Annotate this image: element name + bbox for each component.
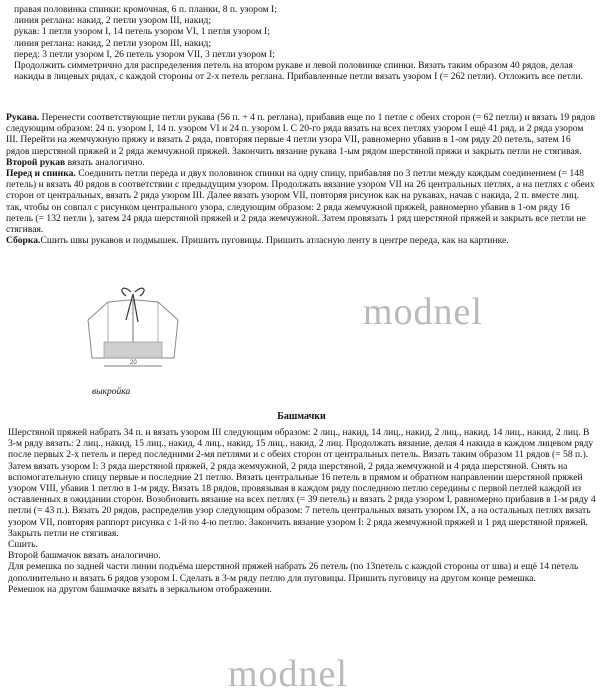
watermark-bottom: modnel <box>228 653 348 695</box>
top-lines <box>6 4 596 82</box>
line-sleeve: рукав: 1 петля узором I, 14 петель узором VI, 1 петля узором I; <box>14 26 270 38</box>
watermark-top: modnel <box>363 291 483 333</box>
pattern-caption: выкройка <box>92 387 131 397</box>
front-back-heading: Перед и спинка. <box>6 168 76 180</box>
sleeves-section <box>6 112 596 246</box>
line-front: перед: 3 петли узором I, 26 петель узором VII, 3 петли узором I; <box>14 48 275 60</box>
dimension-label: 20 <box>130 360 137 366</box>
pattern-sketch <box>78 280 188 380</box>
line-raglan-2: линия реглана: накид, 2 петли узором III, накид; <box>14 37 212 49</box>
second-bootie-line: Второй башмачок вязать аналогично. <box>8 550 161 562</box>
second-sleeve-text: вязать аналогично. <box>65 156 145 168</box>
booties-section <box>8 427 598 595</box>
assembly-heading: Сборка. <box>6 235 41 247</box>
sleeves-text: Перенести соответствующие петли рукава (56 п. + 4 п. реглана), прибавив еще по 1 петле с обеих сторон (= 62 петли) и вязать 19 рядов следующим образом: 24 п. узором I, 14 п. узором VI и 24 п. узором I. С 20-го ряда вязать на всех петлях узором I ещё 41 ряд, и 2 ряда узором III. Перейти на жемчужную пряжу и вязать 2 ряда, повторяя первые 4 петли узора VII, равномерно убавив в 1-ом ряду 20 петель, затем 16 рядов шерстяной пряжей и 2 ряда жемчужной пряжей. Закончить вязание рукава 1-ым рядом шерстяной пряжи и закрыть петли не стягивая. <box>6 112 596 157</box>
booties-paragraph: Шерстяной пряжей набрать 34 п. и вязать узором III следующим образом: 2 лиц., накид, 14 лиц., накид, 2 лиц., накид, 14 лиц., накид, 2 лиц. В 3-м ряду вязать: 2 лиц., накид, 15 лиц., накид, 4 лиц., накид, 15 лиц., накид, 2 лиц. Продолжать вязание, делая 4 накида в каждом лицевом ряду после первых 2-х петель и перед последними 2-мя петлями и с обеих сторон от центральных петель. Вязать таким образом 11 рядов (= 58 п.). Затем вязать узором I: 3 ряда шерстяной пряжей, 2 ряда жемчужной, 2 ряда шерстяной, 2 ряда жемчужной и 4 ряда шерстяной. Снять на вспомогательную спицу первые и последние 21 петлю. Вязать центральные 16 петель в прямом и обратном направлении шерстяной пряжей узором VIII, убавив 1 петлю в 1-м ряду. Вязать 18 рядов, провязывая в каждом ряду последнюю петлю середины с первой петлей каждой из оставленных в ожидании сторон. Возобновить вязание на всех петлях (= 39 петель) и вязать 2 ряда узором I, равномерно прибавив в 1-м ряду 4 петли (= 43 п.). Вязать 20 рядов, распределив узор следующим образом: 7 петель центральных вязать узором IX, а на остальных петлях вязать узором VII, повторяя раппорт рисунка с 1-й по 4-ю петлю. Закончить вязание узором I: 2 ряда жемчужной пряжей и 1 ряд шерстяной пряжей. Закрыть петли не стягивая. <box>8 427 596 539</box>
front-back-text: Соединить петли переда и двух половинок спинки на одну спицу, прибавляя по 3 петли между каждым соединением (= 148 петель) и вязать 40 рядов в соответствии с предыдущим узором. Продолжать вязание узором VII на 26 центральных петлях, а на петлях с обеих сторон от центральных, вязать 2 ряда узором III. Далее вязать узором VII, повторяя рисунок как на рукавах, начав с накида, 2 п. вместе лиц. так, чтобы он совпал с рисунком центрального узора, следующим образом: 2 ряда жемчужной пряжей, равномерно убавив в 1-ом ряду 16 петель (= 132 петли ), затем 24 ряда шерстяной пряжей и 2 ряда жемчужной. Затем провязать 1 ряд шерстяной пряжей и закрыть все петли не стягивая. <box>6 168 595 236</box>
sleeves-heading: Рукава. <box>6 112 40 123</box>
booties-title: Башмачки <box>277 411 326 422</box>
assembly-text: Сшить швы рукавов и подмышек. Пришить пуговицы. Пришить атласную ленту в центре переда, как на картинке. <box>40 235 509 247</box>
line-right-back: правая половинка спинки: кромочная, 6 п. планки, 8 п. узором I; <box>14 4 277 15</box>
second-sleeve-heading: Второй рукав <box>6 156 66 168</box>
strap-paragraph: Для ремешка по задней части линии подъёма шерстяной пряжей набрать 26 петель (по 13петель с каждой стороны от шва) и ещё 14 петель дополнительно и вязать 6 рядов узором I. Сделать в 3-м ряду петлю для пуговицы. Пришить пуговицу на другом конце ремешка. <box>8 561 579 584</box>
paragraph-continue: Продолжить симметрично для распределения петель на втором рукаве и левой половинке спинки. Вязать таким образом 40 рядов, делая накиды в лицевых рядах, с каждой стороны от 2-х петель реглана. Прибавленные петли вязать узором I (= 262 петли). Отложить все петли. <box>14 60 583 83</box>
hem-band <box>104 342 162 358</box>
sew-line: Сшить. <box>8 539 38 551</box>
strap-mirror-line: Ремешок на другом башмачке вязать в зеркальном отображении. <box>8 583 272 595</box>
line-raglan-1: линия реглана: накид, 2 петли узором III, накид; <box>14 15 212 27</box>
